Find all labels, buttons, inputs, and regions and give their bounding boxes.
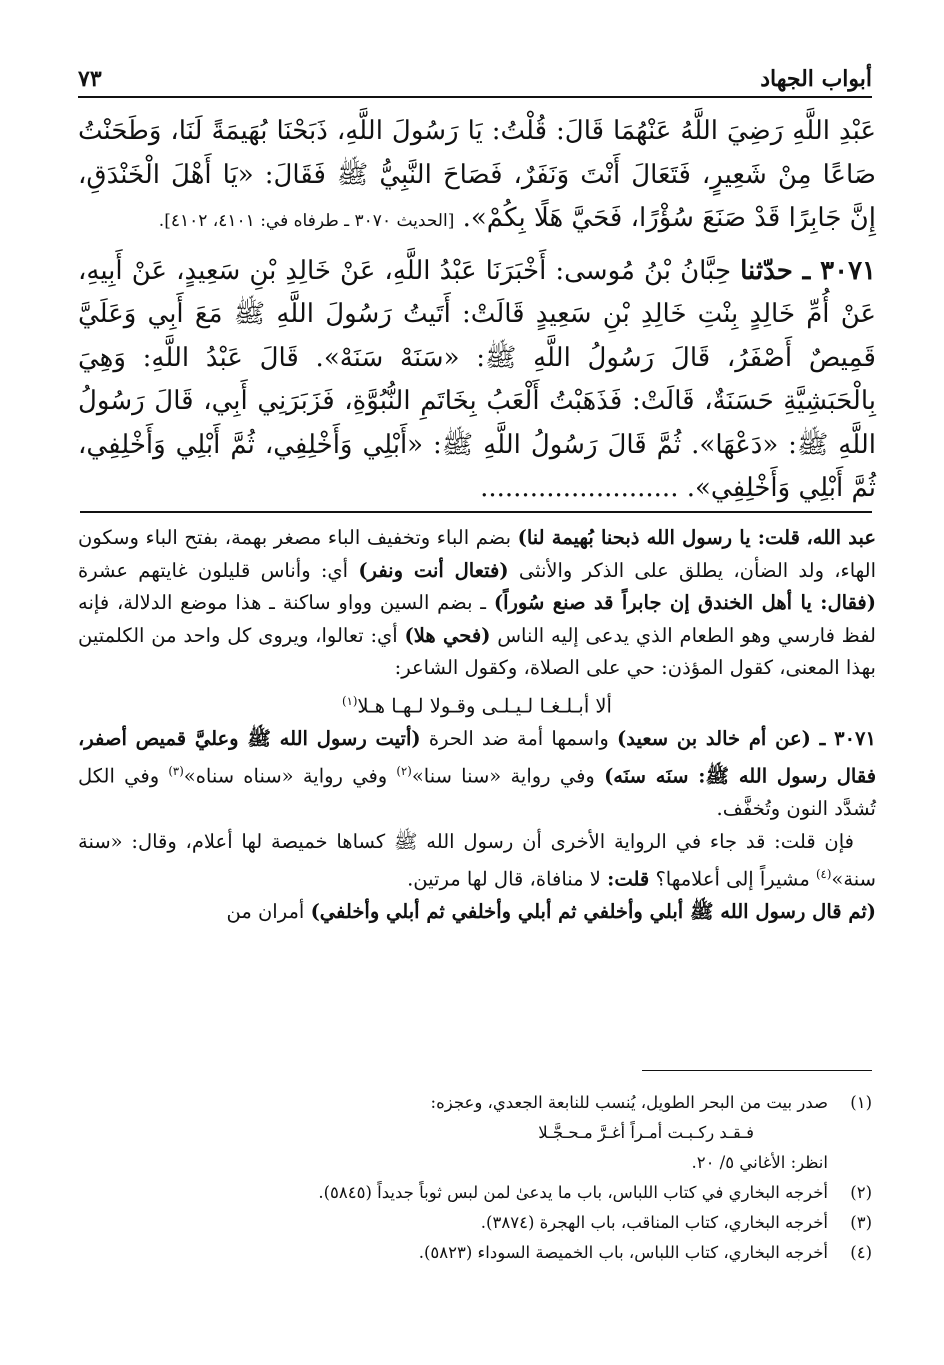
commentary-text: فإن قلت: قد جاء في الرواية الأخرى أن رسول الله ﷺ كساها خميصة لها أعلام، وقال: «سنة سنة» [78,829,876,891]
commentary-text: واسمها أمة ضد الحرة [428,726,609,750]
commentary-text: وفي رواية «سنا سنا» [411,764,595,788]
commentary-text: أي: وأناس قليلون غايتهم عشرة [78,558,349,582]
commentary-bold: قلت: [607,867,650,891]
hadith-reference: [الحديث ٣٠٧٠ ـ طرفاه في: ٤١٠١، ٤١٠٢]. [158,211,455,231]
commentary-bold: (أتيت رسول الله ﷺ وعليَّ قميص أصفر، فقال رسول الله ﷺ: سنَه سنَه) [78,726,877,788]
commentary-bold: ٣٠٧١ ـ (عن أم خالد بن سعيد) [616,726,876,750]
footnote [78,1208,872,1238]
commentary-bold: (فحي هلا) [404,623,491,647]
footnote-text: أخرجه البخاري، كتاب اللباس، باب الخميصة السوداء (٥٨٢٣). [418,1243,828,1262]
section-divider [80,511,872,513]
page-header [78,58,872,98]
hadith-3070-paragraph [78,110,876,244]
footnote [78,1238,872,1268]
footnote-verse [78,1118,872,1148]
commentary-text: أمران من [226,900,305,923]
footnote-number: (١) [850,1093,872,1112]
footnote-number: (٤) [850,1243,872,1262]
commentary-paragraph [78,826,876,897]
running-title: أبواب الجهاد [760,66,872,92]
commentary-bold: عبد الله، [806,526,876,549]
verse-text: ألا أبـلـغـا لـيـلـى وقـولا لـهـا هـلا [357,694,612,717]
footnote-text: صدر بيت من البحر الطويل، يُنسب للنابعة الجعدي، وعجزه: [430,1093,828,1112]
hadith-line: اللَّهِ ﷺ: «أَبْلِي وَأَخْلِفِي، ثُمَّ أَبْلِي وَأَخْلِفِي، ثُمَّ أَبْلِي وَأَخْلِفِي». [78,429,876,503]
continuation-dots: ........................ [480,473,679,503]
commentary-text: ـ بضم السين وواو ساكنة ـ هذا موضع الدلالة، فإنه لفظ فارسي وهو الطعام الذي يدعى إليه الناس [78,591,876,647]
commentary-text: لا منافاة، قال لها مرتين. [407,867,601,891]
hadith-3071-paragraph [78,250,876,511]
footnotes-block [78,1088,872,1268]
footnote-text: انظر: الأغاني ٥/ ٢٠. [691,1153,828,1172]
hadith-line: فَذَهَبْتُ أَلْعَبُ بِخَاتَمِ النُّبُوَّةِ، فَزَبَرَنِي أَبِي، قَالَ رَسُولُ اللَّهِ ﷺ: «دَعْهَا». ثُمَّ قَالَ رَسُولُ [78,386,876,460]
hadith-number: ٣٠٧١ ـ حدّثنا [740,255,876,286]
commentary-text: وفي الكل تُشدَّد النون وتُخفَّف. [78,764,876,820]
hadith-text-block [78,110,876,517]
page-number: ٧٣ [78,66,102,92]
hadith-line: صَنَعَ سُؤْرًا، فَحَيَّ هَلًا بِكُمْ». [462,203,746,233]
commentary-text: أي: تعالوا، ويروى كل واحد من الكلمتين بهذا المعنى، كقول المؤذن: حي على الصلاة، وكقول الشاعر: [78,623,876,679]
footnote-marker: (٢) [396,764,412,778]
footnote [78,1088,872,1118]
commentary-text: بضم الباء وتخفيف الباء مصغر بهمة، بفتح الباء وسكون الهاء، ولد الضأن، يطلق على الذكر والأنثى [78,526,876,582]
footnote-text: فـقـد ركـبـت أمـراً أغـرَّ مـحـجَّـلا [538,1123,754,1142]
commentary-bold: (فتعال أنت ونفر) [358,558,509,582]
commentary-block [78,522,876,929]
commentary-bold: (فقال: يا أهل الخندق إن جابراً قد صنع سُوراً) [493,591,876,614]
footnote-number: (٢) [850,1183,872,1202]
commentary-bold: قلت: يا رسول الله ذبحنا بُهيمة لنا) [517,526,800,549]
commentary-paragraph [78,723,876,826]
footnote-marker: (٣) [168,764,184,778]
footnote-text: أخرجه البخاري في كتاب اللباس، باب ما يدعىٰ لمن لبس ثوباً جديداً (٥٨٤٥). [318,1183,828,1202]
hadith-line: عَبْدِ اللَّهِ رَضِيَ اللَّهُ عَنْهُمَا قَالَ: قُلْتُ: يَا رَسُولَ اللَّهِ، ذَبَحْنَا بُهَيمَةً لَنَا، وَطَحَنْتُ صَاعًا [78,116,877,190]
hadith-line: مِنْ شَعِيرٍ، فَتَعَالَ أَنْتَ وَنَفَرٌ، فَصَاحَ النَّبِيُّ ﷺ فَقَالَ: «يَا أَهْلَ الْخَنْدَقِ، إِنَّ جَابِرًا قَدْ [78,159,876,233]
commentary-bold: (ثم قال رسول الله ﷺ أبلي وأخلفي ثم أبلي وأخلفي ثم أبلي وأخلفي) [310,900,876,923]
hadith-line: أَصْفَرُ، قَالَ رَسُولُ اللَّهِ ﷺ: «سَنَهْ سَنَهْ». قَالَ عَبْدُ اللَّهِ: وَهِيَ بِالْحَبَشِيَّةِ حَسَنَةٌ، قَالَتْ: [78,342,876,416]
commentary-text: وفي رواية «سناه سناه» [183,764,388,788]
footnote [78,1178,872,1208]
commentary-paragraph [78,522,876,685]
hadith-line: حِبَّانُ بْنُ مُوسى: أَخْبَرَنَا عَبْدُ اللَّهِ، عَنْ خَالِدِ بْنِ سَعِيدٍ، عَنْ أَبِيهِ، [78,255,732,286]
hadith-line: عَنْ أُمِّ خَالِدٍ بِنْتِ خَالِدِ بْنِ سَعِيدٍ قَالَتْ: أَتَيتُ رَسُولَ اللَّهِ ﷺ مَعَ أَبِي وَعَلَيَّ قَمِيصٌ [78,299,876,373]
footnote-marker: (١) [342,693,358,708]
footnote-text: أخرجه البخاري، كتاب المناقب، باب الهجرة (٣٨٧٤). [480,1213,828,1232]
footnote-source [78,1148,872,1178]
footnote-number: (٣) [850,1213,872,1232]
poem-verse [78,685,876,723]
commentary-text: مشيراً إلى أعلامها؟ [655,867,810,891]
footnote-divider [642,1070,872,1071]
footnote-marker: (٤) [815,867,832,881]
commentary-paragraph [78,896,876,929]
